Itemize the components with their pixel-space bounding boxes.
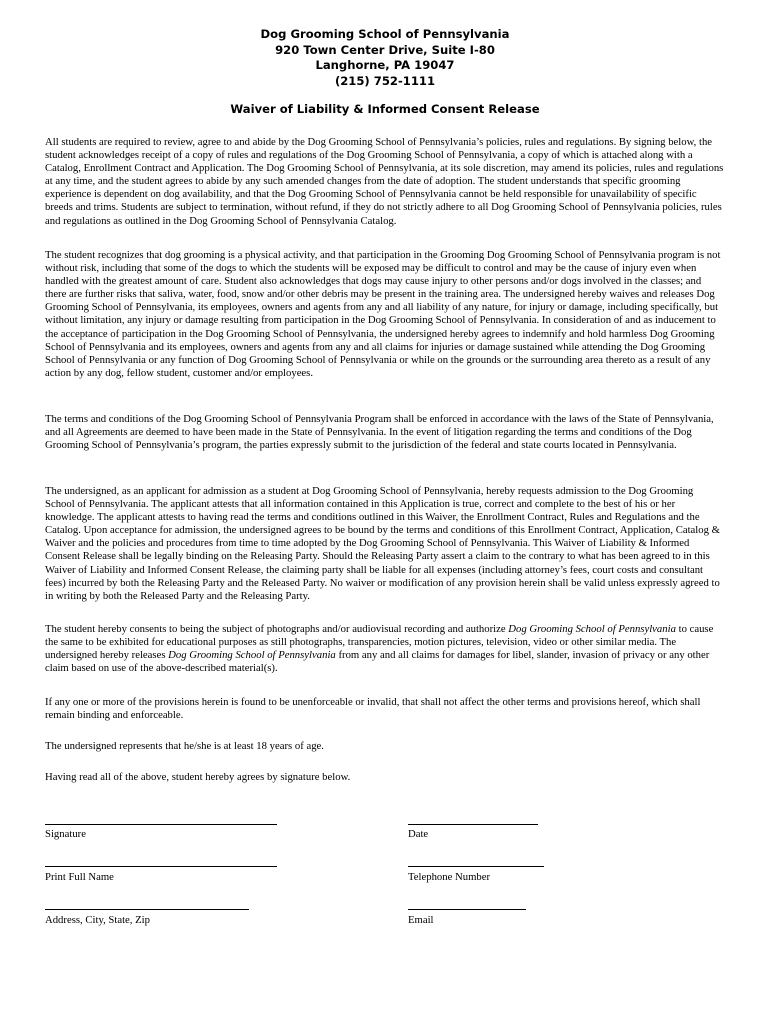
print-name-line[interactable]: [45, 866, 277, 867]
address-line[interactable]: [45, 909, 249, 910]
paragraph-jurisdiction: The terms and conditions of the Dog Grooming School of Pennsylvania Program shall be enforced in accordance with the laws of the State of Pennsylvania, and all Agreements are deemed to have been made in the State of Pennsylvania. In the event of litigation regarding the terms and conditions of the Dog Grooming School of Pennsylvania’s program, the parties expressly submit to the jurisdiction of the federal and state courts located in Pennsylvania.: [45, 413, 714, 452]
address-label: Address, City, State, Zip: [45, 914, 150, 926]
email-label: Email: [408, 914, 434, 926]
paragraph-agreement: Having read all of the above, student hereby agrees by signature below.: [45, 771, 351, 783]
paragraph-age: The undersigned represents that he/she is at least 18 years of age.: [45, 740, 324, 752]
signature-label: Signature: [45, 828, 86, 840]
school-header: [0, 27, 770, 89]
date-line[interactable]: [408, 824, 538, 825]
telephone-line[interactable]: [408, 866, 544, 867]
paragraph-severability: If any one or more of the provisions herein is found to be unenforceable or invalid, that shall not affect the other terms and provisions hereof, which shall remain binding and enforceable.: [45, 696, 701, 722]
media-consent-school-name-2: Dog Grooming School of Pennsylvania: [168, 649, 336, 662]
paragraph-admission: The undersigned, as an applicant for admission as a student at Dog Grooming School of Pennsylvania, hereby requests admission to the Dog Grooming School of Pennsylvania. The applicant attests that all information contained in this Application is true, correct and complete to the best of his or her knowledge. The applicant attests to having read the terms and conditions outlined in this Waiver, the Enrollment Contract, Rules and Regulations and the Catalog. Upon acceptance for admission, the undersigned agrees to be bound by the terms and conditions of this Enrollment Contract, Application, Catalog & Waiver and the policies and procedures from time to time adopted by the Dog Grooming School of Pennsylvania. This Waiver of Liability & Informed Consent Release shall be legally binding on the Releasing Party. Should the Releasing Party assert a claim to the contrary to what has been agreed to in this Waiver of Liability and Informed Consent Release, the claiming party shall be liable for all expenses (including attorney’s fees, court costs and consultant fees) incurred by both the Releasing Party and the Released Party. No waiver or modification of any provision herein shall be valid unless expressly agreed to in writing by both the Released Party and the Releasing Party.: [45, 485, 720, 602]
school-name: Dog Grooming School of Pennsylvania: [260, 27, 510, 41]
paragraph-media-consent: [45, 623, 725, 675]
school-address-line1: 920 Town Center Drive, Suite I-80: [275, 42, 495, 57]
media-consent-text-1: The student hereby consents to being the subject of photographs and/or audiovisual recording and authorize: [45, 623, 509, 635]
date-label: Date: [408, 828, 429, 840]
telephone-label: Telephone Number: [408, 871, 491, 883]
media-consent-text-3: from any and all claims for damages for libel, slander, invasion of privacy or any other claim based on use of the above-described material(s).: [45, 649, 710, 675]
media-consent-school-name-1: Dog Grooming School of Pennsylvania: [508, 623, 676, 635]
signature-line[interactable]: [45, 824, 277, 825]
media-consent-text-2: to cause the same to be exhibited for educational purposes as still photographs, transparencies, motion pictures, television, video or other similar media. The undersigned hereby releases: [45, 623, 714, 662]
print-name-label: Print Full Name: [45, 871, 114, 883]
school-phone: (215) 752-1111: [334, 73, 436, 88]
paragraph-policies: All students are required to review, agree to and abide by the Dog Grooming School of Pennsylvania’s policies, rules and regulations. By signing below, the student acknowledges receipt of a copy of rules and regulations of the Dog Grooming School of Pennsylvania, a copy of which is attached along with a Catalog, Enrollment Contract and Application. The Dog Grooming School of Pennsylvania, at its sole discretion, may amend its policies, rules and regulations at any time, and the student agrees to abide by any such amended changes from the date of adoption. The student understands that specific grooming experience is dependent on dog availability, and that the Dog Grooming School of Pennsylvania cannot be held responsible for unavailability of specific breeds and trims. Students are subject to termination, without refund, if they do not strictly adhere to all Dog Grooming School of Pennsylvania policies, rules and regulations as outlined in the Dog Grooming School of Pennsylvania Catalog.: [45, 136, 724, 227]
email-line[interactable]: [408, 909, 526, 910]
school-address-line2: Langhorne, PA 19047: [315, 58, 455, 72]
paragraph-risk-release: The student recognizes that dog grooming is a physical activity, and that participation in the Grooming Dog Grooming School of Pennsylvania program is not without risk, including that some of the dogs to which the students will be exposed may be difficult to control and may be the cause of injury even when handled with the greatest amount of care. Student also acknowledges that dogs may cause injury to other persons and/or dogs involved in the classes; and there are further risks that saliva, water, food, snow and/or other debris may be present in the training area. The undersigned hereby waives and releases Dog Grooming School of Pennsylvania, its employees, owners and agents from any and all liability of any nature, for injury or damage, including specifically, but without limitation, any injury or damage resulting from participation in the Dog Grooming School of Pennsylvania. In consideration of and as inducement to the acceptance of participation in the Dog Grooming School of Pennsylvania, the undersigned hereby agrees to indemnify and hold harmless Dog Grooming School of Pennsylvania and its employees, owners and agents from any and all claims for injuries or damage sustained while attending the Dog Grooming School of Pennsylvania or any function of Dog Grooming School of Pennsylvania or while on the grounds or the surrounding area thereto as a result of any action by any dog, fellow student, customer and/or employees.: [45, 249, 721, 379]
document-title: Waiver of Liability & Informed Consent Release: [230, 102, 540, 116]
